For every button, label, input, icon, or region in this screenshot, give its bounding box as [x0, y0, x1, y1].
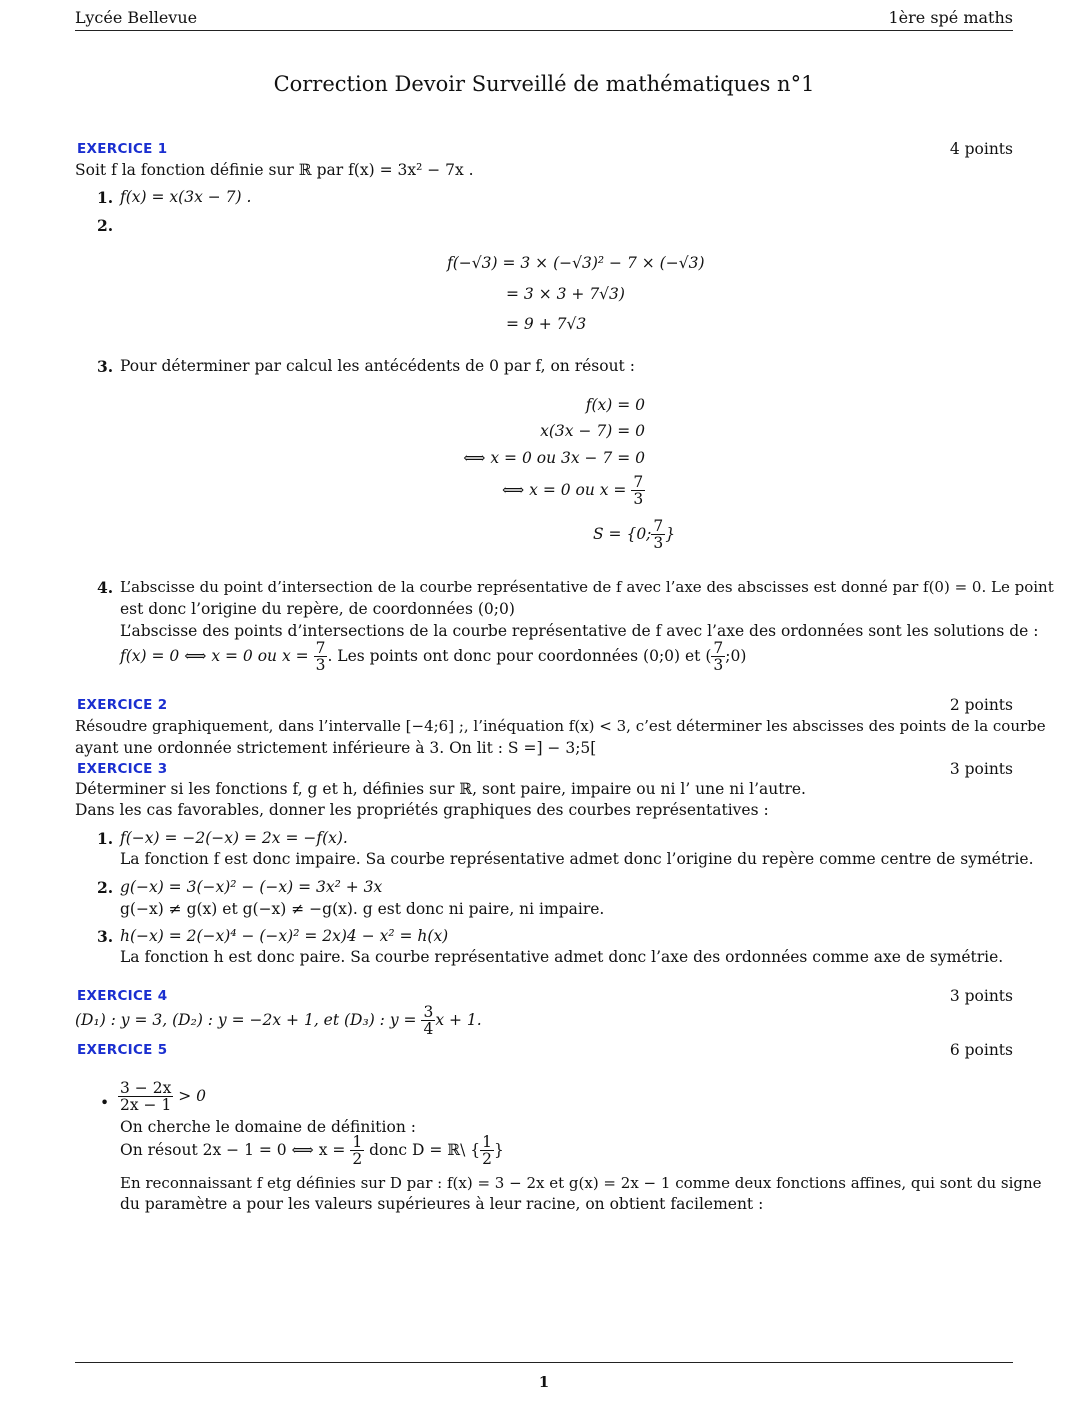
- fraction-denominator: 3: [653, 534, 664, 553]
- ex5-domain-line: [120, 1134, 504, 1168]
- fraction: [651, 518, 665, 552]
- ex1-q3-line: x(3x − 7) = 0: [540, 422, 645, 440]
- ex1-q4-line: [120, 640, 746, 674]
- exercise-3-label: EXERCICE 3: [77, 761, 168, 777]
- item-number: 1.: [97, 829, 114, 848]
- ex1-q4-eq: f(x) = 0 ⟺ x = 0 ou x =: [120, 646, 309, 665]
- ex1-q4-line: L’abscisse du point d’intersection de la courbe représentative de f avec l’axe des abscisses est donné par f(0) = 0. Le point: [120, 578, 1054, 596]
- exercise-5-points: 6 points: [949, 1041, 1013, 1059]
- ex1-q4-line: L’abscisse des points d’intersections de la courbe représentative de f avec l’axe des ordonnées sont les solutions de :: [120, 622, 1039, 640]
- ex1-q3-line: ⟺ x = 0 ou 3x − 7 = 0: [463, 449, 645, 467]
- fraction-numerator: 3: [423, 1003, 434, 1021]
- ex3-line: Dans les cas favorables, donner les propriétés graphiques des courbes représentatives :: [75, 801, 769, 819]
- ex5-inequality: [118, 1080, 206, 1114]
- ex2-line: Résoudre graphiquement, dans l’intervalle [−4;6] ;, l’inéquation f(x) < 3, c’est déterminer les abscisses des points de la courbe: [75, 717, 1046, 735]
- exercise-3-points: 3 points: [949, 760, 1013, 778]
- ex1-q2-line: = 3 × 3 + 7√3): [506, 285, 625, 303]
- fraction: [631, 474, 645, 508]
- fraction-denominator: 3: [315, 656, 326, 675]
- item-number: 2.: [97, 216, 114, 235]
- solution-set-close: }: [665, 524, 676, 543]
- fraction-numerator: 7: [713, 639, 724, 657]
- footer-divider: [75, 1362, 1013, 1363]
- fraction: [711, 640, 725, 674]
- fraction: [480, 1134, 494, 1168]
- header-left: Lycée Bellevue: [75, 8, 198, 27]
- exercise-4-points: 3 points: [949, 987, 1013, 1005]
- solution-set-open: S = {0;: [593, 524, 652, 543]
- ex3-answer-3-eq: h(−x) = 2(−x)⁴ − (−x)² = 2x)4 − x² = h(x): [120, 927, 449, 945]
- fraction-numerator: 7: [653, 517, 664, 535]
- point-open: (: [705, 646, 712, 665]
- item-number: 2.: [97, 878, 114, 897]
- ex1-answer-1: f(x) = x(3x − 7) .: [120, 188, 252, 206]
- ex3-answer-1-eq: f(−x) = −2(−x) = 2x = −f(x).: [120, 829, 348, 847]
- ex5-line: du paramètre a pour les valeurs supérieures à leur racine, on obtient facilement :: [120, 1195, 764, 1213]
- ex5-line: En reconnaissant f etg définies sur D par : f(x) = 3 − 2x et g(x) = 2x − 1 comme deux fonctions affines, qui sont du signe: [120, 1174, 1042, 1192]
- item-number: 1.: [97, 188, 114, 207]
- ex5-solve: On résout 2x − 1 = 0 ⟺ x =: [120, 1140, 346, 1159]
- ex2-line: ayant une ordonnée strictement inférieure à 3. On lit : S =] − 3;5[: [75, 739, 597, 757]
- exercise-4-label: EXERCICE 4: [77, 988, 168, 1004]
- ex1-q4-conclusion: . Les points ont donc pour coordonnées (0;0) et: [327, 646, 701, 665]
- fraction-numerator: 7: [633, 473, 644, 491]
- ex3-answer-2-text: g(−x) ≠ g(x) et g(−x) ≠ −g(x). g est donc ni paire, ni impaire.: [120, 900, 605, 918]
- ex3-answer-1-text: La fonction f est donc impaire. Sa courbe représentative admet donc l’origine du repère comme centre de symétrie.: [120, 850, 1034, 868]
- exercise-5-label: EXERCICE 5: [77, 1042, 168, 1058]
- exercise-1-label: EXERCICE 1: [77, 141, 168, 157]
- exercise-2-label: EXERCICE 2: [77, 697, 168, 713]
- ex5-domain: donc D = ℝ\ {: [369, 1140, 481, 1159]
- exercise-1-intro: Soit f la fonction définie sur ℝ par f(x) = 3x² − 7x .: [75, 161, 474, 179]
- item-number: 3.: [97, 357, 114, 376]
- fraction-denominator: 4: [423, 1020, 434, 1039]
- exercise-2-points: 2 points: [949, 696, 1013, 714]
- item-number: 3.: [97, 927, 114, 946]
- ex1-q2-line: = 9 + 7√3: [506, 315, 587, 333]
- ex1-q3-line: f(x) = 0: [585, 396, 645, 414]
- ex4-equations: (D₁) : y = 3, (D₂) : y = −2x + 1, et (D₃) : y =: [75, 1010, 417, 1029]
- ex4-lines: [75, 1004, 482, 1038]
- ex1-q3-text: Pour déterminer par calcul les antécédents de 0 par f, on résout :: [120, 357, 635, 375]
- ex1-q2-line: f(−√3) = 3 × (−√3)² − 7 × (−√3): [447, 254, 705, 272]
- bullet: •: [100, 1094, 110, 1112]
- page-title: Correction Devoir Surveillé de mathématiques n°1: [273, 72, 815, 96]
- fraction-denominator: 2x − 1: [120, 1096, 172, 1115]
- fraction-denominator: 2: [352, 1150, 363, 1169]
- fraction-denominator: 2: [482, 1150, 493, 1169]
- item-number: 4.: [97, 578, 114, 597]
- fraction-numerator: 7: [315, 639, 326, 657]
- fraction: [314, 640, 328, 674]
- ex5-domain-close: }: [494, 1140, 504, 1159]
- ex3-answer-2-eq: g(−x) = 3(−x)² − (−x) = 3x² + 3x: [120, 878, 383, 896]
- fraction: [421, 1004, 435, 1038]
- ex3-line: Déterminer si les fonctions f, g et h, définies sur ℝ, sont paire, impaire ou ni l’ une ni l’autre.: [75, 780, 806, 798]
- fraction-numerator: 3 − 2x: [120, 1079, 172, 1097]
- fraction-numerator: 1: [352, 1133, 363, 1151]
- ex3-answer-3-text: La fonction h est donc paire. Sa courbe représentative admet donc l’axe des ordonnées comme axe de symétrie.: [120, 948, 1004, 966]
- fraction: [118, 1080, 173, 1114]
- ex1-q3-solution-set: [593, 518, 675, 552]
- point-close: ;0): [725, 646, 747, 665]
- header-divider: [75, 30, 1013, 31]
- inequality-sign: > 0: [178, 1086, 207, 1105]
- fraction-numerator: 1: [482, 1133, 493, 1151]
- exercise-1-points: 4 points: [949, 140, 1013, 158]
- fraction: [350, 1134, 364, 1168]
- ex1-q3-line: [502, 474, 645, 508]
- ex1-q3-line4-text: ⟺ x = 0 ou x =: [502, 480, 627, 499]
- fraction-denominator: 3: [633, 490, 644, 509]
- page-number: 1: [538, 1373, 550, 1391]
- ex1-q4-line: est donc l’origine du repère, de coordonnées (0;0): [120, 600, 515, 618]
- header-right: 1ère spé maths: [888, 8, 1013, 27]
- ex4-equation-end: x + 1.: [435, 1010, 482, 1029]
- fraction-denominator: 3: [713, 656, 724, 675]
- ex5-line: On cherche le domaine de définition :: [120, 1118, 416, 1136]
